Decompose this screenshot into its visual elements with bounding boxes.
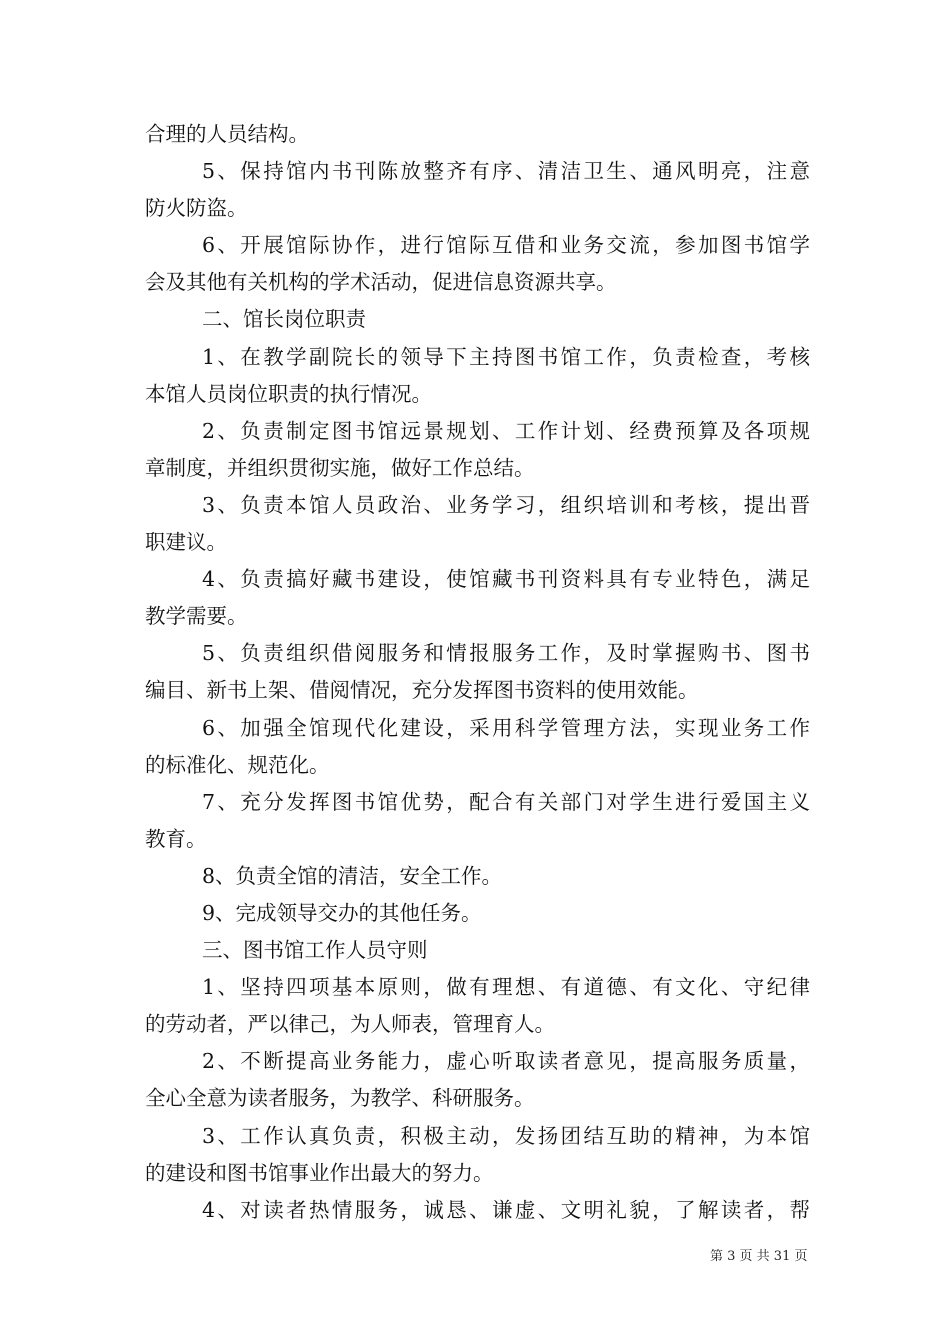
text-line: 4、对读者热情服务，诚恳、谦虚、文明礼貌，了解读者，帮 (202, 1197, 810, 1222)
text-line: 合理的人员结构。 (145, 122, 309, 146)
document-body (145, 116, 810, 1229)
section-heading: 二、馆长岗位职责 (202, 307, 366, 332)
text-line: 6、加强全馆现代化建设，采用科学管理方法，实现业务工作 (202, 715, 810, 740)
text-line: 1、坚持四项基本原则，做有理想、有道德、有文化、守纪律 (202, 975, 810, 1000)
text-line: 本馆人员岗位职责的执行情况。 (145, 381, 432, 406)
text-line: 3、工作认真负责，积极主动，发扬团结互助的精神，为本馆 (202, 1123, 810, 1148)
text-line: 的建设和图书馆事业作出最大的努力。 (145, 1160, 494, 1185)
page-number: 第 3 页 共 31 页 (710, 1249, 808, 1264)
text-line: 5、负责组织借阅服务和情报服务工作，及时掌握购书、图书 (202, 641, 810, 666)
text-line: 1、在教学副院长的领导下主持图书馆工作，负责检查，考核 (202, 344, 810, 369)
text-line: 会及其他有关机构的学术活动，促进信息资源共享。 (145, 270, 617, 295)
text-line: 3、负责本馆人员政治、业务学习，组织培训和考核，提出晋 (202, 492, 810, 517)
text-line: 2、不断提高业务能力，虚心听取读者意见，提高服务质量， (202, 1049, 810, 1074)
text-line: 8、负责全馆的清洁，安全工作。 (202, 863, 503, 888)
text-line: 9、完成领导交办的其他任务。 (202, 900, 482, 925)
text-line: 的劳动者，严以律己，为人师表，管理育人。 (145, 1012, 555, 1037)
text-line: 的标准化、规范化。 (145, 752, 330, 777)
text-line: 防火防盗。 (145, 196, 248, 221)
text-line: 全心全意为读者服务，为教学、科研服务。 (145, 1086, 535, 1111)
text-line: 6、开展馆际协作，进行馆际互借和业务交流，参加图书馆学 (202, 233, 810, 258)
text-line: 教育。 (145, 826, 207, 851)
text-line: 7、充分发挥图书馆优势，配合有关部门对学生进行爱国主义 (202, 789, 810, 814)
text-line: 编目、新书上架、借阅情况，充分发挥图书资料的使用效能。 (145, 678, 699, 703)
text-line: 4、负责搞好藏书建设，使馆藏书刊资料具有专业特色，满足 (202, 567, 810, 592)
text-line: 职建议。 (145, 530, 227, 555)
text-line: 5、保持馆内书刊陈放整齐有序、清洁卫生、通风明亮，注意 (202, 159, 810, 184)
text-line: 章制度，并组织贯彻实施，做好工作总结。 (145, 455, 535, 480)
text-line: 2、负责制定图书馆远景规划、工作计划、经费预算及各项规 (202, 418, 810, 443)
section-heading: 三、图书馆工作人员守则 (202, 938, 428, 963)
text-line: 教学需要。 (145, 604, 248, 629)
